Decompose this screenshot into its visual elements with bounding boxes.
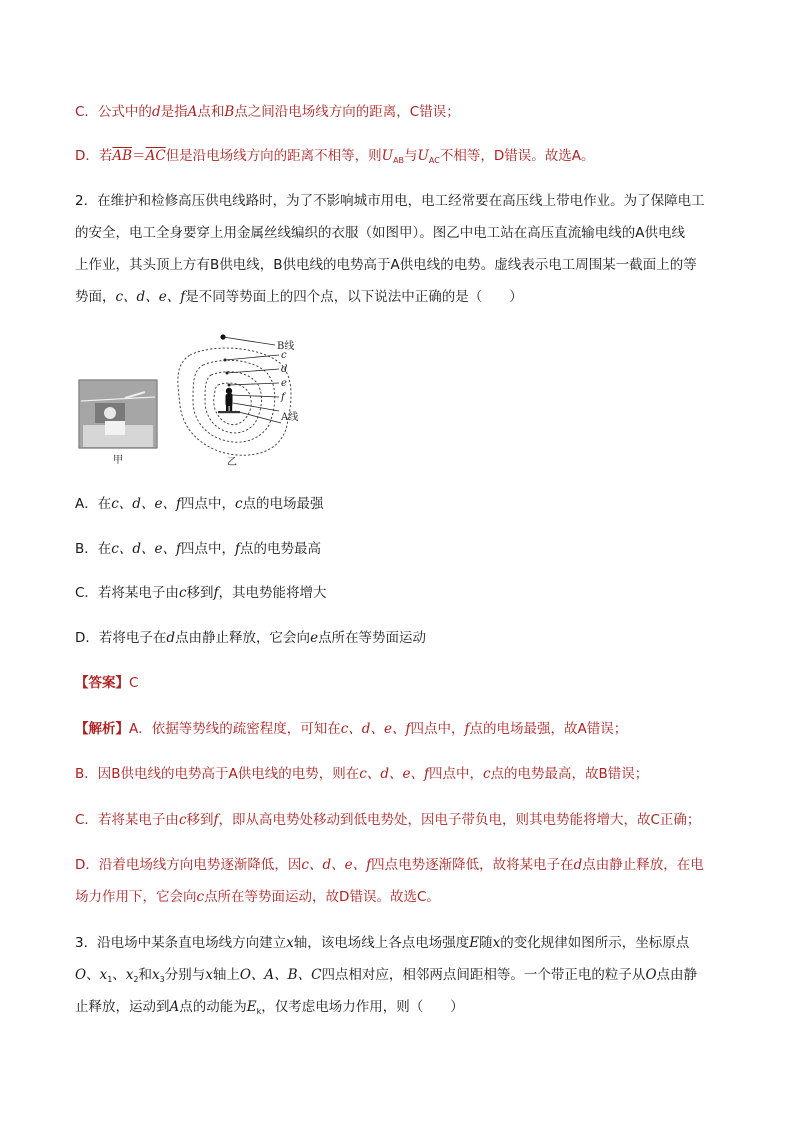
var-x: x [99, 967, 108, 983]
q3-stem-line-1 [75, 934, 689, 952]
text: C．若将某电子由 [75, 812, 179, 828]
separator: 、 [86, 967, 100, 983]
text: 但是沿电场线方向的距离不相等，则 [165, 148, 382, 164]
text: A．在 [75, 496, 112, 512]
prev-option-d-analysis [75, 147, 594, 170]
text: ，其电势能将增大 [218, 585, 327, 601]
var-d: d [166, 630, 176, 646]
subscript: 2 [133, 975, 139, 984]
figure-yi-diagram [178, 348, 291, 455]
label-d: d [281, 364, 288, 375]
q2-option-d[interactable] [75, 629, 426, 647]
text: 轴上 [212, 967, 240, 983]
var-x: x [125, 967, 134, 983]
text: ，仅考虑电场力作用，则（ ） [261, 999, 464, 1015]
var-x: x [492, 935, 501, 951]
text: 点的动能为 [179, 999, 247, 1015]
text: ，即从高电势处移动到低电势处，因电子带负电，则其电势能将增大，故C正确； [218, 812, 701, 828]
text: 是不同等势面上的四个点，以下说法中正确的是（ ） [185, 289, 523, 305]
text: D．沿着电场线方向电势逐渐降低，因 [75, 857, 302, 873]
worker-silhouette-icon [218, 388, 240, 413]
vars-cdef: c、d、e、f [359, 766, 429, 782]
segment-ab: $\overline{AB}$ [112, 148, 133, 164]
label-c: c [281, 350, 287, 361]
text: 四点相对应，相邻两点间距相等。一个带正电的粒子从 [321, 967, 646, 983]
var-f: f [213, 585, 219, 601]
q2-option-a[interactable] [75, 495, 324, 513]
separator: 、 [112, 967, 126, 983]
text: 的安全，电工全身要穿上用金属丝线编织的衣服（如图甲）。图乙中电工站在高压直流输电线的A供电线 [75, 225, 685, 241]
var-b: B [224, 104, 235, 120]
text: 四点电势逐渐降低，故将某电子在 [371, 857, 574, 873]
vars-cdef: c、d、e、f [301, 857, 372, 873]
text: 3．沿电场中某条直电场线方向建立 [75, 935, 287, 951]
var-o: O [75, 967, 87, 983]
text: 不相等，D错误。故选A。 [439, 148, 595, 164]
var-f: f [464, 721, 470, 737]
subscript: 1 [107, 975, 113, 984]
q2-option-c[interactable] [75, 584, 327, 602]
var-e-field: E [469, 935, 480, 951]
text: 的变化规律如图所示，坐标原点 [500, 935, 690, 951]
var-o: O [645, 967, 657, 983]
text: 分别与 [164, 967, 206, 983]
var-c: c [196, 889, 205, 905]
text: 点由静止释放，在电 [582, 857, 704, 873]
text: 移到 [186, 812, 214, 828]
var-e-kinetic: E [246, 999, 257, 1015]
q2-analysis-d-line-1 [75, 856, 704, 874]
text: 点所在等势面运动，故D错误。故选C。 [204, 889, 440, 905]
q2-stem-line-3 [75, 256, 697, 274]
vars-cdef: c、d、e、f [111, 496, 181, 512]
var-u: U [381, 148, 394, 164]
text: 止释放，运动到 [75, 999, 170, 1015]
text: 点和 [197, 104, 225, 120]
q2-option-b[interactable] [75, 540, 321, 558]
vars-cdef: c、d、e、f [340, 721, 411, 737]
subscript: AB [393, 156, 405, 165]
text: C．公式中的 [75, 104, 152, 120]
text: 点由静止释放，它会向 [175, 630, 311, 646]
vars-cdef: c、d、e、f [111, 541, 181, 557]
var-a: A [169, 999, 180, 1015]
var-c: c [178, 812, 187, 828]
text: C．若将某电子由 [75, 585, 179, 601]
label-a-line: A线 [281, 412, 299, 423]
subscript: 3 [159, 975, 165, 984]
text: 2．在维护和检修高压供电线路时，为了不影响城市用电，电工经常要在高压线上带电作业。为了保障电工 [75, 193, 705, 209]
text: 和 [138, 967, 153, 983]
text: 势面， [75, 289, 116, 305]
var-e: e [310, 630, 319, 646]
answer-value: C [129, 675, 139, 691]
text: 点由静 [656, 967, 698, 983]
var-u: U [417, 148, 429, 164]
q3-stem-line-2 [75, 966, 697, 989]
q2-figure [75, 325, 315, 475]
text: B．因B供电线的电势高于A供电线的电势，则在 [75, 766, 360, 782]
text: A．依据等势线的疏密程度，可知在 [129, 721, 341, 737]
q2-analysis-c [75, 811, 700, 829]
equals-sign: ＝ [132, 148, 146, 164]
label-yi: 乙 [227, 457, 237, 468]
var-d: d [573, 857, 583, 873]
subscript: k [256, 1007, 262, 1016]
text: 四点中， [180, 541, 235, 557]
text: 场力作用下，它会向 [75, 889, 197, 905]
text: 移到 [186, 585, 214, 601]
var-x: x [205, 967, 213, 983]
text: 点的电场最强 [242, 496, 324, 512]
q3-stem-line-3 [75, 998, 464, 1021]
var-a: A [187, 104, 198, 120]
text: 轴，该电场线上各点电场强度 [293, 935, 470, 951]
var-x: x [286, 935, 294, 951]
vars-cdef: c、d、e、f [115, 289, 186, 305]
q2-analysis-d-line-2 [75, 888, 440, 906]
text: 四点中， [428, 766, 483, 782]
var-c: c [482, 766, 491, 782]
segment-ac: $\overline{AC}$ [145, 148, 166, 164]
q2-analysis-a [75, 720, 627, 738]
text: 四点中， [180, 496, 235, 512]
var-c: c [178, 585, 187, 601]
q2-stem-line-1 [75, 192, 705, 210]
q2-answer [75, 674, 138, 692]
var-x: x [152, 967, 160, 983]
text: 随 [479, 935, 493, 951]
text: 点之间沿电场线方向的距离，C错误； [234, 104, 460, 120]
text: 点的电势最高，故B错误； [490, 766, 649, 782]
q2-analysis-b [75, 765, 648, 783]
vars-oabc: O、A、B、C [239, 967, 322, 983]
subscript: AC [428, 156, 440, 165]
var-f: f [213, 812, 219, 828]
answer-tag: 【答案】 [75, 675, 129, 691]
label-f: f [281, 392, 285, 403]
prev-option-c-analysis [75, 103, 460, 121]
analysis-tag: 【解析】 [75, 721, 129, 737]
text: D．若 [75, 148, 113, 164]
text: 点的电势最高 [239, 541, 321, 557]
text: 上作业，其头顶上方有B供电线，B供电线的电势高于A供电线的电势。虚线表示电工周围某一截面上的等 [75, 257, 697, 273]
text: 点的电场最强，故A错误； [469, 721, 628, 737]
figure-jia-photo [79, 380, 157, 448]
text: 与 [404, 148, 418, 164]
q2-stem-line-2 [75, 224, 685, 242]
var-f: f [234, 541, 240, 557]
text: 点所在等势面运动 [318, 630, 427, 646]
text: B．在 [75, 541, 112, 557]
text: 是指 [160, 104, 188, 120]
equipotential-3 [205, 372, 261, 433]
var-c: c [234, 496, 243, 512]
q2-stem-line-4 [75, 288, 523, 306]
equipotential-outer [178, 348, 291, 455]
label-b-line: B线 [277, 341, 295, 352]
text: D．若将电子在 [75, 630, 167, 646]
label-e: e [281, 378, 287, 389]
var-d: d [151, 104, 161, 120]
text: 四点中， [410, 721, 465, 737]
label-jia: 甲 [113, 455, 123, 466]
